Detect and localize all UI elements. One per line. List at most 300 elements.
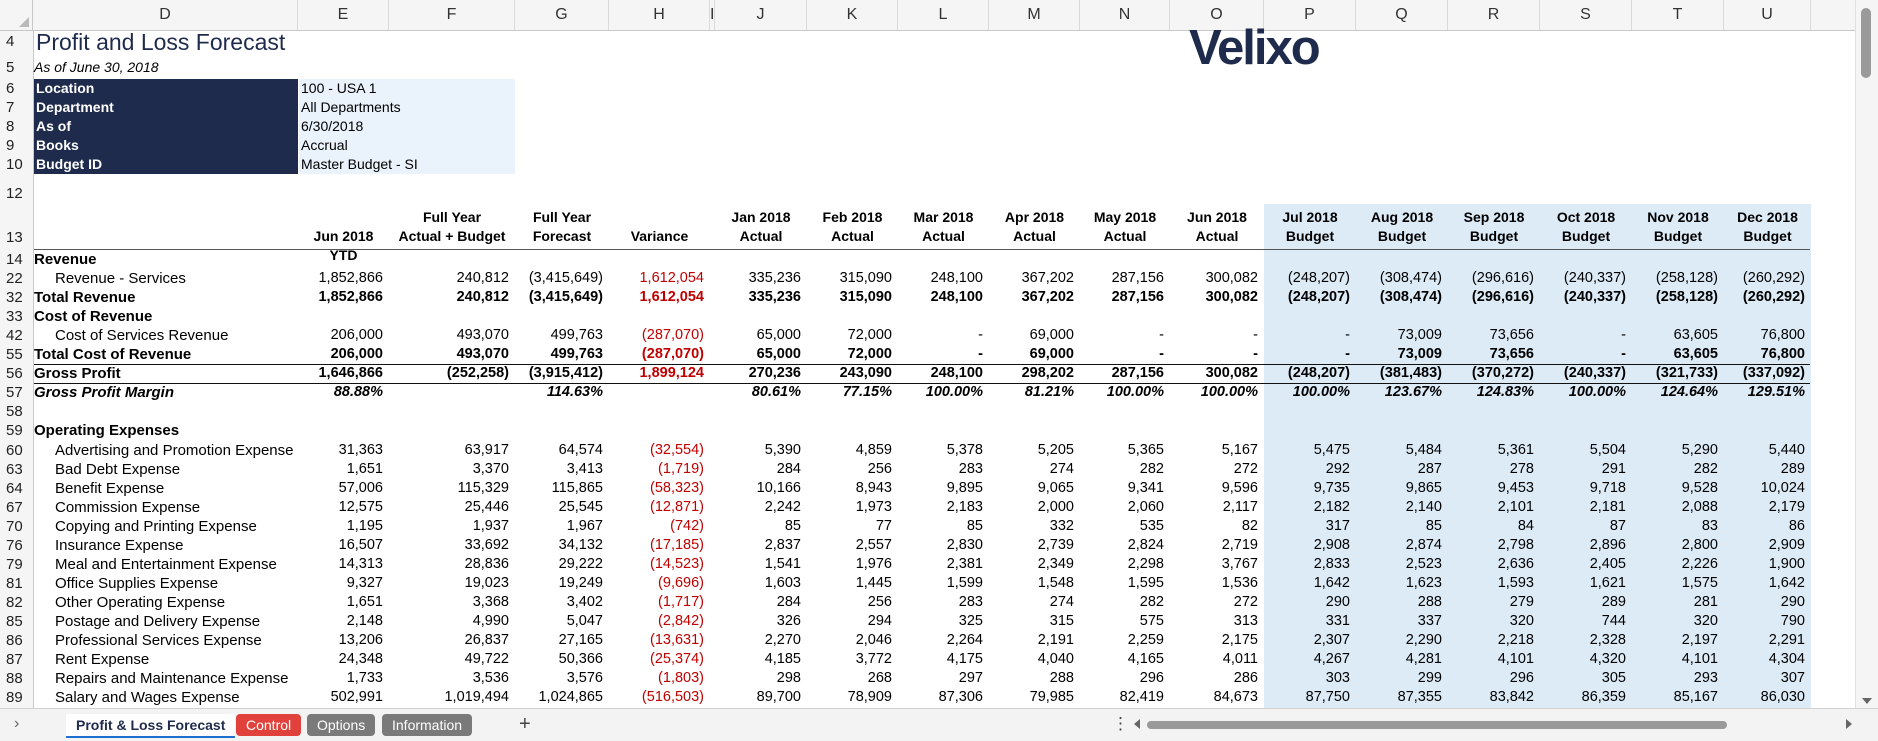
value-cell[interactable]: 4,304: [1768, 651, 1805, 668]
value-cell[interactable]: 1,575: [1681, 574, 1718, 591]
value-cell[interactable]: (25,374): [649, 651, 704, 668]
value-cell[interactable]: 89,700: [756, 689, 801, 706]
value-cell[interactable]: 331: [1325, 612, 1350, 629]
value-cell[interactable]: 65,000: [756, 327, 801, 344]
value-cell[interactable]: (14,523): [649, 555, 704, 572]
value-cell[interactable]: 297: [958, 670, 983, 687]
info-value[interactable]: 100 - USA 1: [299, 79, 515, 98]
value-cell[interactable]: 2,830: [946, 536, 983, 553]
value-cell[interactable]: 289: [1601, 593, 1626, 610]
value-cell[interactable]: (252,258): [446, 365, 509, 382]
value-cell[interactable]: 299: [1417, 670, 1442, 687]
value-cell[interactable]: 8,943: [855, 479, 892, 496]
value-cell[interactable]: 2,140: [1405, 498, 1442, 515]
value-cell[interactable]: 2,896: [1589, 536, 1626, 553]
value-cell[interactable]: -: [1159, 327, 1164, 344]
value-cell[interactable]: 123.67%: [1384, 384, 1442, 401]
column-header-o[interactable]: O: [1170, 0, 1264, 30]
value-cell[interactable]: 4,281: [1405, 651, 1442, 668]
value-cell[interactable]: 76,800: [1760, 346, 1805, 363]
value-cell[interactable]: 317: [1325, 517, 1350, 534]
value-cell[interactable]: 268: [867, 670, 892, 687]
value-cell[interactable]: 1,548: [1037, 574, 1074, 591]
value-cell[interactable]: 2,328: [1589, 632, 1626, 648]
value-cell[interactable]: 2,290: [1405, 632, 1442, 648]
value-cell[interactable]: 1,642: [1313, 574, 1350, 591]
value-cell[interactable]: 26,837: [464, 632, 509, 648]
value-cell[interactable]: 326: [776, 612, 801, 629]
value-cell[interactable]: (260,292): [1742, 270, 1805, 287]
value-cell[interactable]: 5,167: [1221, 441, 1258, 458]
sheet-tab-options[interactable]: Options: [307, 714, 375, 736]
vertical-scrollbar[interactable]: [1855, 0, 1878, 708]
value-cell[interactable]: 2,088: [1681, 498, 1718, 515]
value-cell[interactable]: 287,156: [1111, 365, 1164, 382]
value-cell[interactable]: (248,207): [1287, 365, 1350, 382]
value-cell[interactable]: 5,205: [1037, 441, 1074, 458]
value-cell[interactable]: 25,545: [558, 498, 603, 515]
value-cell[interactable]: 9,327: [346, 574, 383, 591]
value-cell[interactable]: 129.51%: [1747, 384, 1805, 401]
value-cell[interactable]: 256: [867, 460, 892, 477]
value-cell[interactable]: 315,090: [839, 289, 892, 306]
value-cell[interactable]: 3,368: [472, 593, 509, 610]
value-cell[interactable]: (381,483): [1379, 365, 1442, 382]
value-cell[interactable]: 24,348: [338, 651, 383, 668]
value-cell[interactable]: 114.63%: [546, 384, 603, 401]
column-header-l[interactable]: L: [898, 0, 989, 30]
value-cell[interactable]: 1,899,124: [639, 365, 704, 382]
value-cell[interactable]: 1,651: [346, 593, 383, 610]
value-cell[interactable]: 1,967: [566, 517, 603, 534]
value-cell[interactable]: 19,249: [558, 574, 603, 591]
value-cell[interactable]: 2,218: [1497, 632, 1534, 648]
value-cell[interactable]: 1,445: [855, 574, 892, 591]
value-cell[interactable]: 3,370: [472, 460, 509, 477]
value-cell[interactable]: 124.83%: [1476, 384, 1534, 401]
value-cell[interactable]: 1,603: [764, 574, 801, 591]
value-cell[interactable]: 274: [1049, 460, 1074, 477]
value-cell[interactable]: 1,541: [764, 555, 801, 572]
value-cell[interactable]: 1,593: [1497, 574, 1534, 591]
value-cell[interactable]: 2,298: [1127, 555, 1164, 572]
value-cell[interactable]: 4,101: [1681, 651, 1718, 668]
value-cell[interactable]: 315,090: [839, 270, 892, 287]
value-cell[interactable]: 49,722: [464, 651, 509, 668]
value-cell[interactable]: 1,733: [346, 670, 383, 687]
value-cell[interactable]: (240,337): [1563, 289, 1626, 306]
value-cell[interactable]: 292: [1325, 460, 1350, 477]
value-cell[interactable]: (287,070): [641, 346, 704, 363]
value-cell[interactable]: 367,202: [1021, 289, 1074, 306]
value-cell[interactable]: 9,341: [1127, 479, 1164, 496]
value-cell[interactable]: (337,092): [1742, 365, 1805, 382]
value-cell[interactable]: 115,329: [457, 479, 509, 496]
column-header-n[interactable]: N: [1080, 0, 1170, 30]
info-value[interactable]: Master Budget - SI: [299, 155, 515, 174]
value-cell[interactable]: 335,236: [748, 270, 801, 287]
value-cell[interactable]: 1,937: [472, 517, 509, 534]
value-cell[interactable]: (516,503): [641, 689, 704, 706]
column-header-k[interactable]: K: [807, 0, 898, 30]
value-cell[interactable]: 25,446: [464, 498, 509, 515]
column-header-p[interactable]: P: [1264, 0, 1356, 30]
info-value[interactable]: Accrual: [299, 136, 515, 155]
sheet-tab-control[interactable]: Control: [236, 714, 301, 736]
value-cell[interactable]: 288: [1049, 670, 1074, 687]
value-cell[interactable]: 5,440: [1768, 441, 1805, 458]
value-cell[interactable]: (12,871): [649, 498, 704, 515]
value-cell[interactable]: (248,207): [1287, 270, 1350, 287]
value-cell[interactable]: 535: [1139, 517, 1164, 534]
value-cell[interactable]: 3,536: [472, 670, 509, 687]
value-cell[interactable]: 29,222: [558, 555, 603, 572]
value-cell[interactable]: 86: [1788, 517, 1805, 534]
value-cell[interactable]: 283: [958, 460, 983, 477]
value-cell[interactable]: 281: [1693, 593, 1718, 610]
value-cell[interactable]: 76,800: [1760, 327, 1805, 344]
value-cell[interactable]: 286: [1233, 670, 1258, 687]
value-cell[interactable]: 1,612,054: [639, 289, 704, 306]
value-cell[interactable]: 5,484: [1405, 441, 1442, 458]
column-header-q[interactable]: Q: [1356, 0, 1448, 30]
row-number[interactable]: 8: [6, 118, 15, 135]
value-cell[interactable]: 2,259: [1127, 632, 1164, 648]
value-cell[interactable]: 4,320: [1589, 651, 1626, 668]
value-cell[interactable]: 296: [1139, 670, 1164, 687]
value-cell[interactable]: 744: [1601, 612, 1626, 629]
value-cell[interactable]: 298: [776, 670, 801, 687]
value-cell[interactable]: 320: [1693, 612, 1718, 629]
value-cell[interactable]: 2,307: [1313, 632, 1350, 648]
value-cell[interactable]: 63,917: [464, 441, 509, 458]
value-cell[interactable]: 2,148: [346, 612, 383, 629]
value-cell[interactable]: (240,337): [1563, 270, 1626, 287]
value-cell[interactable]: 12,575: [338, 498, 383, 515]
value-cell[interactable]: 5,365: [1127, 441, 1164, 458]
value-cell[interactable]: 87,355: [1397, 689, 1442, 706]
select-all-corner[interactable]: [0, 0, 33, 30]
value-cell[interactable]: -: [1253, 327, 1258, 344]
value-cell[interactable]: 2,242: [764, 498, 801, 515]
value-cell[interactable]: 274: [1049, 593, 1074, 610]
value-cell[interactable]: 19,023: [464, 574, 509, 591]
value-cell[interactable]: 2,833: [1313, 555, 1350, 572]
value-cell[interactable]: 9,865: [1405, 479, 1442, 496]
value-cell[interactable]: 9,065: [1037, 479, 1074, 496]
value-cell[interactable]: (3,415,649): [528, 270, 603, 287]
value-cell[interactable]: (58,323): [649, 479, 704, 496]
column-header-j[interactable]: J: [715, 0, 807, 30]
value-cell[interactable]: 5,475: [1313, 441, 1350, 458]
column-header-e[interactable]: E: [298, 0, 389, 30]
value-cell[interactable]: 2,179: [1768, 498, 1805, 515]
value-cell[interactable]: 240,812: [456, 270, 509, 287]
value-cell[interactable]: 78,909: [847, 689, 892, 706]
value-cell[interactable]: 69,000: [1029, 346, 1074, 363]
value-cell[interactable]: 80.61%: [751, 384, 801, 401]
value-cell[interactable]: 4,165: [1127, 651, 1164, 668]
value-cell[interactable]: 5,378: [946, 441, 983, 458]
value-cell[interactable]: 2,837: [764, 536, 801, 553]
value-cell[interactable]: 83: [1701, 517, 1718, 534]
value-cell[interactable]: 87,750: [1305, 689, 1350, 706]
value-cell[interactable]: 2,739: [1037, 536, 1074, 553]
value-cell[interactable]: 4,267: [1313, 651, 1350, 668]
value-cell[interactable]: 2,800: [1681, 536, 1718, 553]
value-cell[interactable]: 4,185: [764, 651, 801, 668]
value-cell[interactable]: 2,405: [1589, 555, 1626, 572]
value-cell[interactable]: 313: [1233, 612, 1258, 629]
value-cell[interactable]: 2,046: [855, 632, 892, 648]
value-cell[interactable]: 34,132: [558, 536, 603, 553]
value-cell[interactable]: 79,985: [1029, 689, 1074, 706]
value-cell[interactable]: -: [978, 327, 983, 344]
value-cell[interactable]: 493,070: [456, 346, 509, 363]
value-cell[interactable]: 367,202: [1021, 270, 1074, 287]
value-cell[interactable]: 4,990: [472, 612, 509, 629]
value-cell[interactable]: 3,772: [855, 651, 892, 668]
value-cell[interactable]: 73,009: [1397, 346, 1442, 363]
value-cell[interactable]: 2,381: [946, 555, 983, 572]
value-cell[interactable]: 3,402: [566, 593, 603, 610]
value-cell[interactable]: (258,128): [1655, 289, 1718, 306]
value-cell[interactable]: 2,197: [1681, 632, 1718, 648]
value-cell[interactable]: 300,082: [1205, 289, 1258, 306]
row-number[interactable]: 6: [6, 80, 15, 97]
value-cell[interactable]: 2,000: [1037, 498, 1074, 515]
value-cell[interactable]: 2,636: [1497, 555, 1534, 572]
hscroll-right-icon[interactable]: [1846, 719, 1852, 729]
value-cell[interactable]: 1,024,865: [538, 689, 603, 706]
value-cell[interactable]: 1,976: [855, 555, 892, 572]
value-cell[interactable]: (9,696): [658, 574, 704, 591]
value-cell[interactable]: 1,852,866: [318, 270, 383, 287]
chevron-right-icon[interactable]: ›: [14, 715, 20, 732]
value-cell[interactable]: 3,767: [1221, 555, 1258, 572]
value-cell[interactable]: 1,973: [855, 498, 892, 515]
value-cell[interactable]: 9,453: [1497, 479, 1534, 496]
value-cell[interactable]: 72,000: [847, 346, 892, 363]
value-cell[interactable]: 305: [1601, 670, 1626, 687]
value-cell[interactable]: 4,175: [946, 651, 983, 668]
value-cell[interactable]: 282: [1139, 593, 1164, 610]
value-cell[interactable]: 303: [1325, 670, 1350, 687]
info-value[interactable]: All Departments: [299, 98, 515, 117]
value-cell[interactable]: (2,842): [658, 612, 704, 629]
value-cell[interactable]: 4,040: [1037, 651, 1074, 668]
value-cell[interactable]: 282: [1693, 460, 1718, 477]
value-cell[interactable]: 85: [1425, 517, 1442, 534]
value-cell[interactable]: 85: [966, 517, 983, 534]
value-cell[interactable]: 272: [1233, 460, 1258, 477]
value-cell[interactable]: 2,523: [1405, 555, 1442, 572]
value-cell[interactable]: (260,292): [1742, 289, 1805, 306]
value-cell[interactable]: 248,100: [930, 270, 983, 287]
value-cell[interactable]: 298,202: [1021, 365, 1074, 382]
value-cell[interactable]: (742): [670, 517, 704, 534]
value-cell[interactable]: (3,415,649): [528, 289, 603, 306]
value-cell[interactable]: (1,719): [658, 460, 704, 477]
value-cell[interactable]: (13,631): [649, 632, 704, 648]
value-cell[interactable]: 1,642: [1768, 574, 1805, 591]
value-cell[interactable]: 296: [1509, 670, 1534, 687]
value-cell[interactable]: 77.15%: [842, 384, 892, 401]
value-cell[interactable]: -: [1253, 346, 1258, 363]
value-cell[interactable]: 290: [1325, 593, 1350, 610]
sheet-tab-profit-loss-forecast[interactable]: Profit & Loss Forecast: [66, 714, 235, 738]
value-cell[interactable]: (287,070): [641, 327, 704, 344]
value-cell[interactable]: 315: [1049, 612, 1074, 629]
value-cell[interactable]: 2,191: [1037, 632, 1074, 648]
value-cell[interactable]: (32,554): [649, 441, 704, 458]
value-cell[interactable]: 2,908: [1313, 536, 1350, 553]
value-cell[interactable]: (1,717): [658, 593, 704, 610]
row-number[interactable]: 9: [6, 137, 15, 154]
value-cell[interactable]: 5,390: [764, 441, 801, 458]
row-number[interactable]: 10: [6, 156, 23, 173]
value-cell[interactable]: 283: [958, 593, 983, 610]
value-cell[interactable]: 85: [784, 517, 801, 534]
value-cell[interactable]: 64,574: [558, 441, 603, 458]
value-cell[interactable]: 335,236: [748, 289, 801, 306]
value-cell[interactable]: 77: [875, 517, 892, 534]
value-cell[interactable]: -: [1345, 327, 1350, 344]
value-cell[interactable]: 4,859: [855, 441, 892, 458]
column-header-f[interactable]: F: [389, 0, 515, 30]
value-cell[interactable]: 575: [1139, 612, 1164, 629]
value-cell[interactable]: 332: [1049, 517, 1074, 534]
value-cell[interactable]: 287,156: [1111, 270, 1164, 287]
value-cell[interactable]: 16,507: [338, 536, 383, 553]
value-cell[interactable]: (370,272): [1471, 365, 1534, 382]
value-cell[interactable]: 14,313: [338, 555, 383, 572]
value-cell[interactable]: 1,019,494: [444, 689, 509, 706]
column-header-g[interactable]: G: [515, 0, 609, 30]
value-cell[interactable]: 33,692: [464, 536, 509, 553]
value-cell[interactable]: 2,183: [946, 498, 983, 515]
value-cell[interactable]: 493,070: [456, 327, 509, 344]
value-cell[interactable]: 73,656: [1489, 327, 1534, 344]
value-cell[interactable]: (1,803): [658, 670, 704, 687]
value-cell[interactable]: 1,195: [346, 517, 383, 534]
value-cell[interactable]: 2,874: [1405, 536, 1442, 553]
column-header-s[interactable]: S: [1540, 0, 1632, 30]
value-cell[interactable]: 100.00%: [1292, 384, 1350, 401]
value-cell[interactable]: 1,599: [946, 574, 983, 591]
value-cell[interactable]: 248,100: [930, 289, 983, 306]
value-cell[interactable]: -: [1345, 346, 1350, 363]
value-cell[interactable]: 9,528: [1681, 479, 1718, 496]
column-header-u[interactable]: U: [1724, 0, 1811, 30]
sheet-tab-information[interactable]: Information: [382, 714, 472, 736]
column-header-h[interactable]: H: [609, 0, 710, 30]
value-cell[interactable]: (308,474): [1379, 270, 1442, 287]
value-cell[interactable]: -: [1621, 346, 1626, 363]
value-cell[interactable]: 282: [1139, 460, 1164, 477]
value-cell[interactable]: 300,082: [1205, 270, 1258, 287]
value-cell[interactable]: 2,557: [855, 536, 892, 553]
value-cell[interactable]: 290: [1780, 593, 1805, 610]
value-cell[interactable]: 287: [1417, 460, 1442, 477]
value-cell[interactable]: 240,812: [456, 289, 509, 306]
value-cell[interactable]: 5,290: [1681, 441, 1718, 458]
value-cell[interactable]: 502,991: [330, 689, 383, 706]
value-cell[interactable]: 291: [1601, 460, 1626, 477]
value-cell[interactable]: 1,852,866: [318, 289, 383, 306]
value-cell[interactable]: (17,185): [649, 536, 704, 553]
value-cell[interactable]: 1,612,054: [639, 270, 704, 287]
value-cell[interactable]: 320: [1509, 612, 1534, 629]
value-cell[interactable]: 256: [867, 593, 892, 610]
value-cell[interactable]: 2,909: [1768, 536, 1805, 553]
value-cell[interactable]: 248,100: [930, 365, 983, 382]
value-cell[interactable]: 5,047: [566, 612, 603, 629]
value-cell[interactable]: 2,181: [1589, 498, 1626, 515]
value-cell[interactable]: 243,090: [839, 365, 892, 382]
value-cell[interactable]: 4,101: [1497, 651, 1534, 668]
value-cell[interactable]: 307: [1780, 670, 1805, 687]
value-cell[interactable]: 87: [1609, 517, 1626, 534]
value-cell[interactable]: 31,363: [338, 441, 383, 458]
value-cell[interactable]: 499,763: [550, 346, 603, 363]
value-cell[interactable]: 100.00%: [1200, 384, 1258, 401]
value-cell[interactable]: 124.64%: [1660, 384, 1718, 401]
more-options-icon[interactable]: ⋮: [1112, 714, 1129, 733]
value-cell[interactable]: 206,000: [330, 346, 383, 363]
value-cell[interactable]: 1,536: [1221, 574, 1258, 591]
value-cell[interactable]: 50,366: [558, 651, 603, 668]
value-cell[interactable]: 73,656: [1489, 346, 1534, 363]
value-cell[interactable]: 69,000: [1029, 327, 1074, 344]
value-cell[interactable]: 1,900: [1768, 555, 1805, 572]
value-cell[interactable]: 9,596: [1221, 479, 1258, 496]
value-cell[interactable]: 27,165: [558, 632, 603, 648]
value-cell[interactable]: 270,236: [748, 365, 801, 382]
value-cell[interactable]: 88.88%: [333, 384, 383, 401]
value-cell[interactable]: 3,576: [566, 670, 603, 687]
value-cell[interactable]: 2,719: [1221, 536, 1258, 553]
value-cell[interactable]: 2,824: [1127, 536, 1164, 553]
value-cell[interactable]: 1,595: [1127, 574, 1164, 591]
value-cell[interactable]: 2,270: [764, 632, 801, 648]
value-cell[interactable]: 289: [1780, 460, 1805, 477]
value-cell[interactable]: 86,030: [1760, 689, 1805, 706]
horizontal-scrollbar[interactable]: [1147, 721, 1727, 729]
value-cell[interactable]: 100.00%: [1568, 384, 1626, 401]
value-cell[interactable]: 1,646,866: [318, 365, 383, 382]
value-cell[interactable]: 294: [867, 612, 892, 629]
value-cell[interactable]: 82: [1241, 517, 1258, 534]
value-cell[interactable]: 325: [958, 612, 983, 629]
value-cell[interactable]: 63,605: [1673, 327, 1718, 344]
value-cell[interactable]: 284: [776, 460, 801, 477]
value-cell[interactable]: 499,763: [550, 327, 603, 344]
value-cell[interactable]: 2,226: [1681, 555, 1718, 572]
value-cell[interactable]: 115,865: [551, 479, 603, 496]
column-header-d[interactable]: D: [33, 0, 298, 30]
scroll-down-icon[interactable]: [1862, 698, 1872, 704]
column-header-t[interactable]: T: [1632, 0, 1724, 30]
value-cell[interactable]: 100.00%: [925, 384, 983, 401]
hscroll-left-icon[interactable]: [1134, 719, 1140, 729]
value-cell[interactable]: 9,735: [1313, 479, 1350, 496]
value-cell[interactable]: (258,128): [1655, 270, 1718, 287]
value-cell[interactable]: 10,166: [756, 479, 801, 496]
value-cell[interactable]: (321,733): [1655, 365, 1718, 382]
value-cell[interactable]: 63,605: [1673, 346, 1718, 363]
value-cell[interactable]: 2,798: [1497, 536, 1534, 553]
